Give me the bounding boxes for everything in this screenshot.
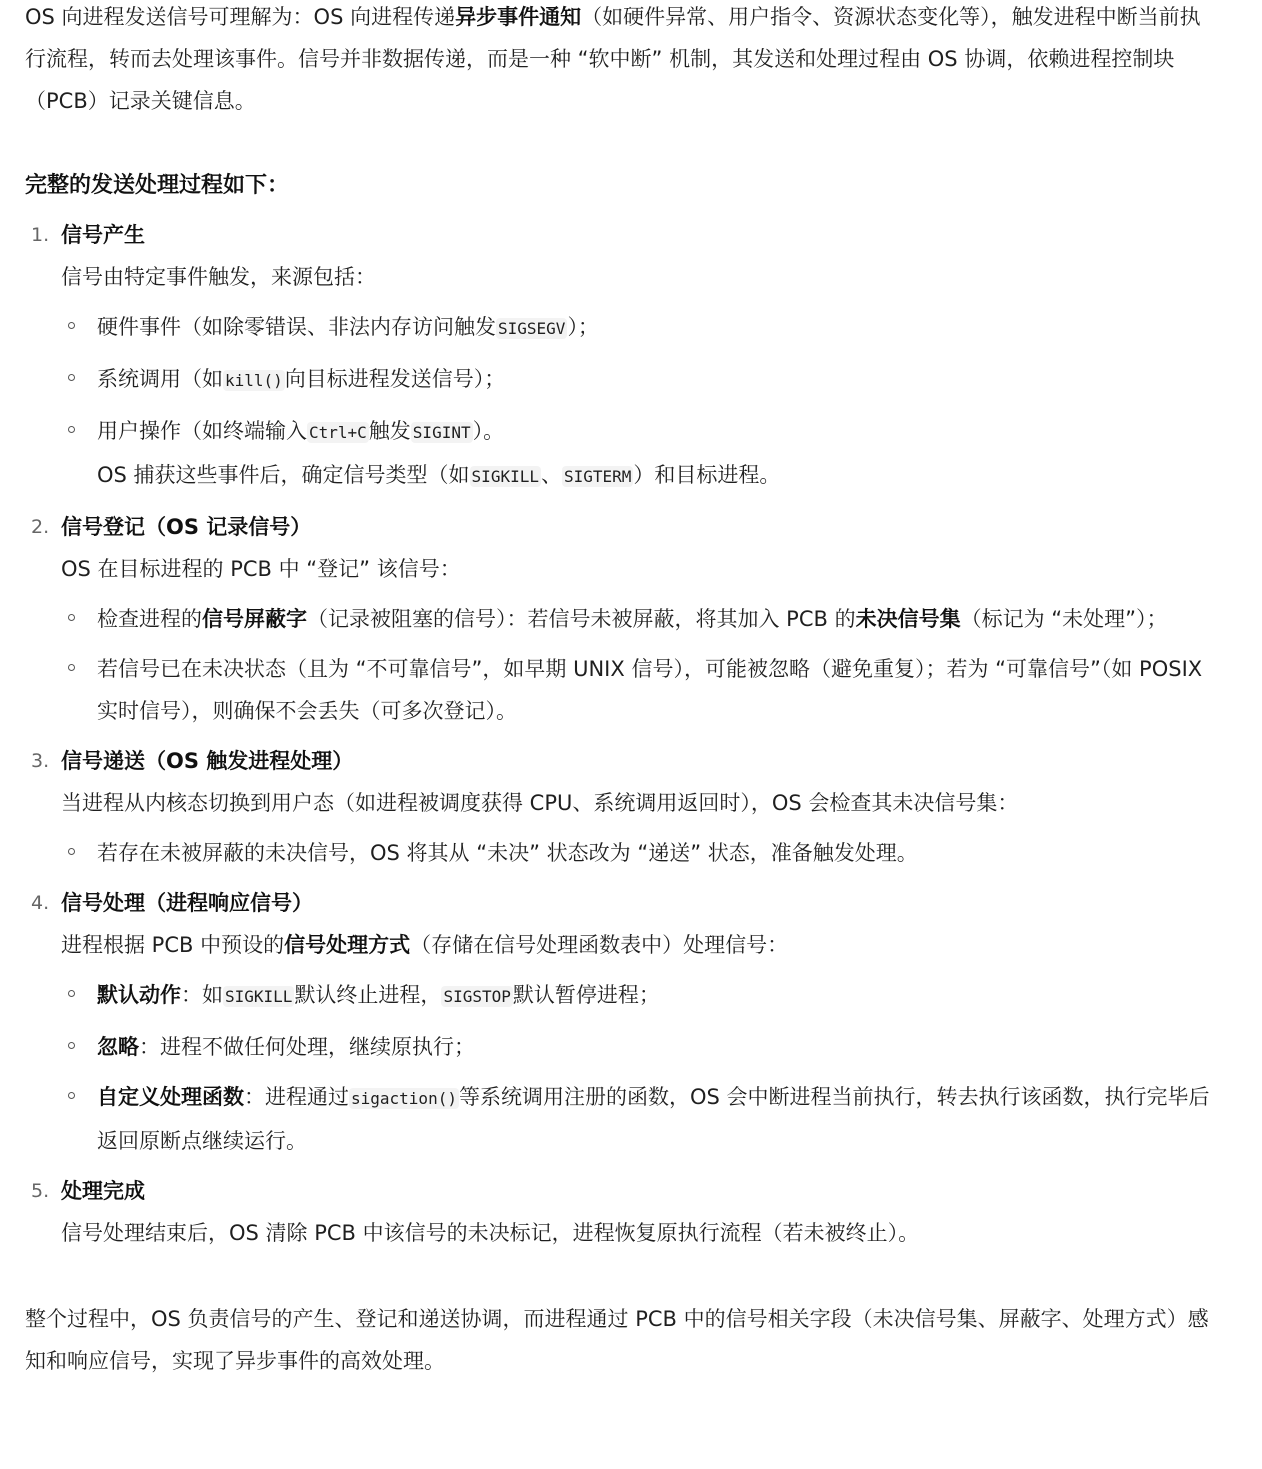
step-number: 2. bbox=[31, 516, 50, 538]
section-heading: 完整的发送处理过程如下： bbox=[25, 173, 290, 198]
bullet-text: ：进程通过 bbox=[244, 1085, 349, 1109]
bullet-item bbox=[61, 1026, 1214, 1068]
step-item bbox=[25, 1170, 1214, 1254]
steps-list bbox=[25, 214, 1214, 1254]
step-number: 3. bbox=[31, 750, 50, 772]
step-bullets bbox=[61, 306, 1214, 454]
step-bullets bbox=[61, 974, 1214, 1162]
hollow-bullet-icon bbox=[68, 374, 75, 381]
intro-emphasis: 异步事件通知 bbox=[455, 5, 582, 29]
bullet-item bbox=[61, 410, 1214, 454]
step-followup bbox=[61, 454, 1214, 498]
bullet-item bbox=[61, 598, 1214, 640]
hollow-bullet-icon bbox=[68, 1042, 75, 1049]
bullet-text: （标记为 “未处理”）； bbox=[960, 607, 1168, 631]
step-desc: 信号由特定事件触发，来源包括： bbox=[61, 265, 376, 289]
followup-text: OS 捕获这些事件后，确定信号类型（如 bbox=[97, 463, 470, 487]
step-item bbox=[25, 214, 1214, 498]
bullet-item bbox=[61, 358, 1214, 402]
bullet-text: （记录被阻塞的信号）：若信号未被屏蔽，将其加入 PCB 的 bbox=[307, 607, 856, 631]
bullet-text: ）； bbox=[567, 315, 599, 339]
bullet-text: ）。 bbox=[472, 419, 505, 443]
step-number: 1. bbox=[31, 224, 50, 246]
followup-text: 、 bbox=[540, 463, 562, 487]
inline-code: kill() bbox=[225, 371, 283, 390]
inline-code: SIGKILL bbox=[225, 987, 293, 1006]
step-item bbox=[25, 506, 1214, 732]
step-title: 信号产生 bbox=[61, 223, 145, 247]
hollow-bullet-icon bbox=[68, 322, 75, 329]
step-title: 信号登记（OS 记录信号） bbox=[61, 515, 312, 539]
step-title: 信号递送（OS 触发进程处理） bbox=[61, 749, 354, 773]
step-number: 4. bbox=[31, 892, 50, 914]
intro-paragraph bbox=[25, 0, 1214, 122]
step-desc bbox=[61, 924, 1214, 966]
bullet-text: 系统调用（如 bbox=[97, 367, 223, 391]
step-item bbox=[25, 882, 1214, 1162]
bullet-item bbox=[61, 832, 1214, 874]
desc-text: （存储在信号处理函数表中）处理信号： bbox=[410, 933, 789, 957]
bullet-text: 向目标进程发送信号）； bbox=[284, 367, 506, 391]
step-bullets bbox=[61, 832, 1214, 874]
intro-text-cont: （如硬件异常、用户指令、资源状态变化等），触发进程中断当前执行流程，转而去处理该事件。信号并非数据传递，而是一种 “软中断” 机制，其发送和处理过程由 OS 协调，依赖进程控制块（PCB）记录关键信息。 bbox=[25, 5, 1201, 113]
bullet-emphasis: 默认动作 bbox=[97, 983, 181, 1007]
bullet-text: 硬件事件（如除零错误、非法内存访问触发 bbox=[97, 315, 496, 339]
step-item bbox=[25, 740, 1214, 874]
bullet-emphasis: 忽略 bbox=[97, 1035, 139, 1059]
bullet-item bbox=[61, 648, 1214, 732]
inline-code: SIGKILL bbox=[471, 467, 539, 486]
inline-code: SIGSTOP bbox=[443, 987, 511, 1006]
hollow-bullet-icon bbox=[68, 1092, 75, 1099]
bullet-text: 若信号已在未决状态（且为 “不可靠信号”，如早期 UNIX 信号），可能被忽略（避免重复）；若为 “可靠信号”（如 POSIX 实时信号），则确保不会丢失（可多次登记）。 bbox=[97, 657, 1203, 723]
step-desc: 信号处理结束后，OS 清除 PCB 中该信号的未决标记，进程恢复原执行流程（若未被终止）。 bbox=[61, 1221, 920, 1245]
bullet-text: 用户操作（如终端输入 bbox=[97, 419, 307, 443]
conclusion-paragraph: 整个过程中，OS 负责信号的产生、登记和递送协调，而进程通过 PCB 中的信号相关字段（未决信号集、屏蔽字、处理方式）感知和响应信号，实现了异步事件的高效处理。 bbox=[25, 1307, 1209, 1373]
bullet-emphasis: 信号屏蔽字 bbox=[202, 607, 307, 631]
bullet-text: 触发 bbox=[368, 419, 411, 443]
hollow-bullet-icon bbox=[68, 664, 75, 671]
bullet-text: 检查进程的 bbox=[97, 607, 202, 631]
step-desc: 当进程从内核态切换到用户态（如进程被调度获得 CPU、系统调用返回时），OS 会检查其未决信号集： bbox=[61, 791, 1019, 815]
intro-text: OS 向进程发送信号可理解为：OS 向进程传递 bbox=[25, 5, 456, 29]
step-title: 处理完成 bbox=[61, 1179, 145, 1203]
followup-text: ）和目标进程。 bbox=[633, 463, 781, 487]
bullet-item bbox=[61, 1076, 1214, 1162]
step-desc: OS 在目标进程的 PCB 中 “登记” 该信号： bbox=[61, 557, 461, 581]
inline-code: sigaction() bbox=[351, 1089, 457, 1108]
bullet-text: ：如 bbox=[181, 983, 223, 1007]
bullet-text: 等系统调用注册的函数，OS 会中断进程当前执行，转去执行该函数，执行完毕后返回原断点继续运行。 bbox=[97, 1085, 1210, 1153]
bullet-item bbox=[61, 306, 1214, 350]
hollow-bullet-icon bbox=[68, 990, 75, 997]
hollow-bullet-icon bbox=[68, 848, 75, 855]
step-bullets bbox=[61, 598, 1214, 732]
desc-text: 进程根据 PCB 中预设的 bbox=[61, 933, 285, 957]
bullet-item bbox=[61, 974, 1214, 1018]
desc-emphasis: 信号处理方式 bbox=[284, 933, 411, 957]
bullet-text: 默认终止进程， bbox=[294, 983, 442, 1007]
bullet-emphasis: 未决信号集 bbox=[855, 607, 961, 631]
inline-code: SIGTERM bbox=[563, 467, 632, 486]
bullet-emphasis: 自定义处理函数 bbox=[97, 1085, 244, 1109]
inline-code: SIGINT bbox=[412, 423, 471, 442]
step-number: 5. bbox=[31, 1180, 50, 1202]
bullet-text: 若存在未被屏蔽的未决信号，OS 将其从 “未决” 状态改为 “递送” 状态，准备触发处理。 bbox=[97, 841, 918, 865]
inline-code: SIGSEGV bbox=[498, 319, 566, 338]
step-title: 信号处理（进程响应信号） bbox=[61, 891, 313, 915]
hollow-bullet-icon bbox=[68, 614, 75, 621]
bullet-text: 默认暂停进程； bbox=[512, 983, 660, 1007]
hollow-bullet-icon bbox=[68, 426, 75, 433]
bullet-text: ：进程不做任何处理，继续原执行； bbox=[139, 1035, 475, 1059]
inline-code: Ctrl+C bbox=[309, 423, 367, 442]
